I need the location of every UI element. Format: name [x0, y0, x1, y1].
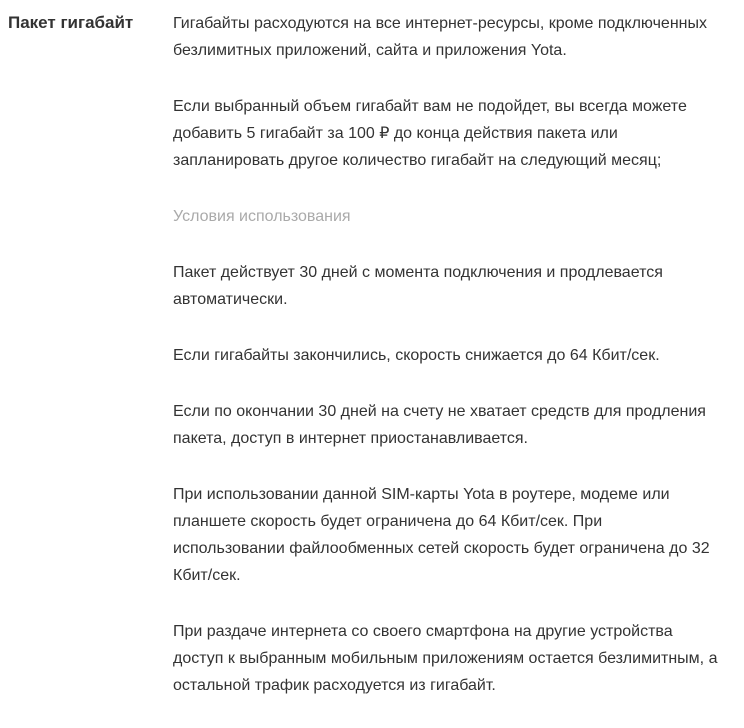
section-title: Пакет гигабайт [8, 13, 134, 32]
paragraph: Пакет действует 30 дней с момента подключения и продлевается автоматически. [173, 264, 663, 308]
paragraph: При раздаче интернета со своего смартфона на другие устройства доступ к выбранным мобильным приложениям остается безлимитным, а остальной трафик расходуется из гигабайт. [173, 623, 718, 694]
paragraph: Если гигабайты закончились, скорость снижается до 64 Кбит/сек. [173, 347, 660, 364]
terms-content [173, 10, 718, 728]
paragraph: Гигабайты расходуются на все интернет-ресурсы, кроме подключенных безлимитных приложений, сайта и приложения Yota. [173, 15, 707, 59]
paragraph: При использовании данной SIM-карты Yota в роутере, модеме или планшете скорость будет ограничена до 64 Кбит/сек. При использовании файлообменных сетей скорость будет ограничена до 32 Кбит/сек. [173, 486, 710, 584]
section-label-column [0, 10, 173, 34]
subheading: Условия использования [173, 208, 351, 225]
paragraph: Если по окончании 30 дней на счету не хватает средств для продления пакета, доступ в интернет приостанавливается. [173, 403, 706, 447]
paragraph: Если выбранный объем гигабайт вам не подойдет, вы всегда можете добавить 5 гигабайт за 100 ₽ до конца действия пакета или запланировать другое количество гигабайт на следующий месяц; [173, 98, 687, 169]
